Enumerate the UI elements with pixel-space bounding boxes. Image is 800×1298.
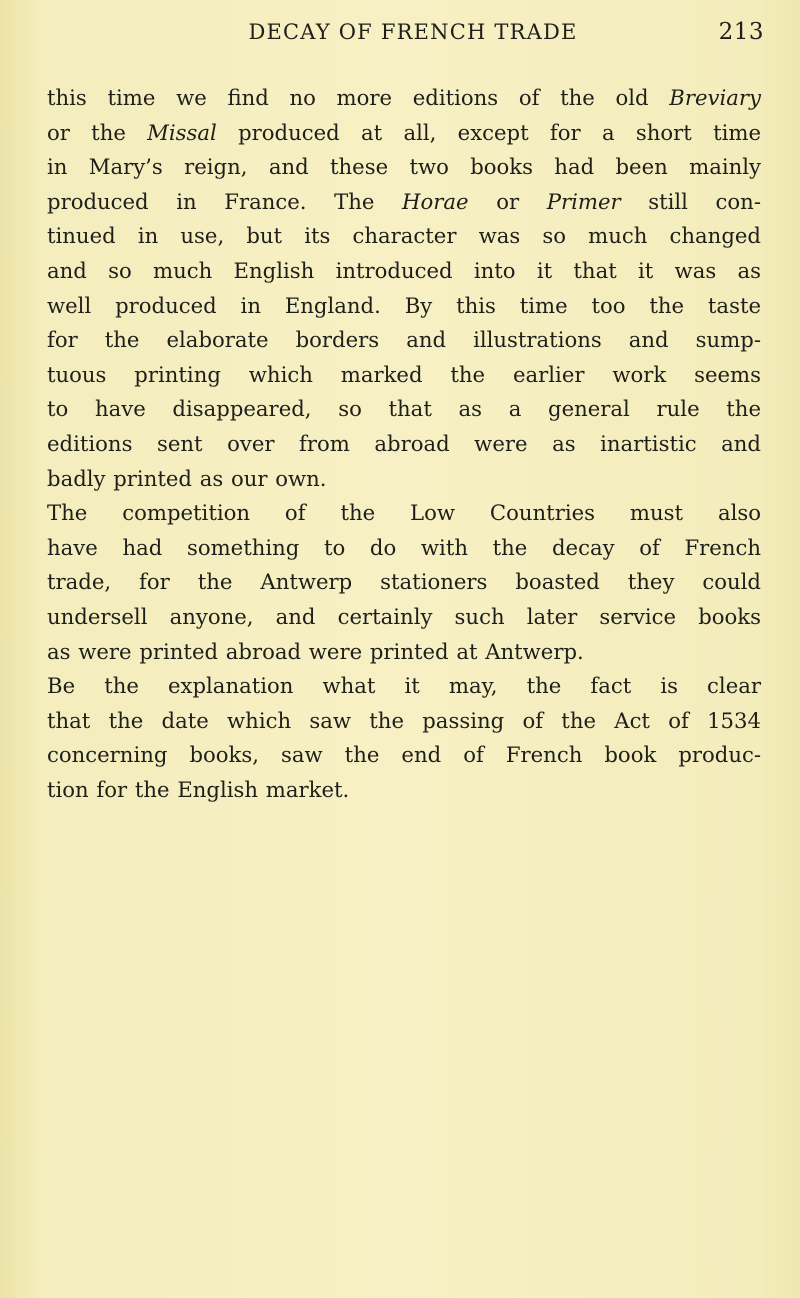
running-title: DECAY OF FRENCH TRADE (248, 20, 578, 44)
text-line: in Mary’s reign, and these two books had been mainly (47, 154, 761, 180)
text-line: Be the explanation what it may, the fact is clear (47, 673, 761, 699)
text-line: and so much English introduced into it that it was as (47, 257, 761, 283)
text-line: that the date which saw the passing of the Act of 1534 (47, 707, 761, 733)
text-line: or the Missal produced at all, except for a short time (47, 119, 761, 145)
text-line: as were printed abroad were printed at Antwerp. (47, 638, 584, 664)
text-line: badly printed as our own. (47, 465, 327, 491)
text-line: tinued in use, but its character was so much changed (47, 223, 761, 249)
text-line: undersell anyone, and certainly such later service books (47, 603, 761, 629)
text-line: for the elaborate borders and illustrations and sump- (47, 327, 761, 353)
text-line: have had something to do with the decay of French (47, 534, 761, 560)
italic-title: Horae (402, 188, 469, 214)
italic-title: Missal (147, 119, 217, 145)
italic-title: Primer (546, 188, 621, 214)
text-line: well produced in England. By this time too the taste (47, 292, 761, 318)
text-line: to have disappeared, so that as a general rule the (47, 396, 761, 422)
body-text (47, 81, 761, 807)
text-line: produced in France. The Horae or Primer still con- (47, 188, 761, 214)
italic-title: Breviary (669, 85, 761, 110)
text-line: concerning books, saw the end of French book produc- (47, 742, 761, 768)
page-number: 213 (718, 19, 764, 45)
text-line: trade, for the Antwerp stationers boasted they could (47, 569, 761, 595)
text-line: editions sent over from abroad were as inartistic and (47, 430, 761, 456)
text-line: The competition of the Low Countries must also (47, 500, 761, 526)
text-line: this time we find no more editions of the old Breviary (47, 85, 761, 110)
text-line: tion for the English market. (47, 776, 350, 802)
running-head (0, 10, 800, 54)
text-line: tuous printing which marked the earlier work seems (47, 361, 761, 387)
